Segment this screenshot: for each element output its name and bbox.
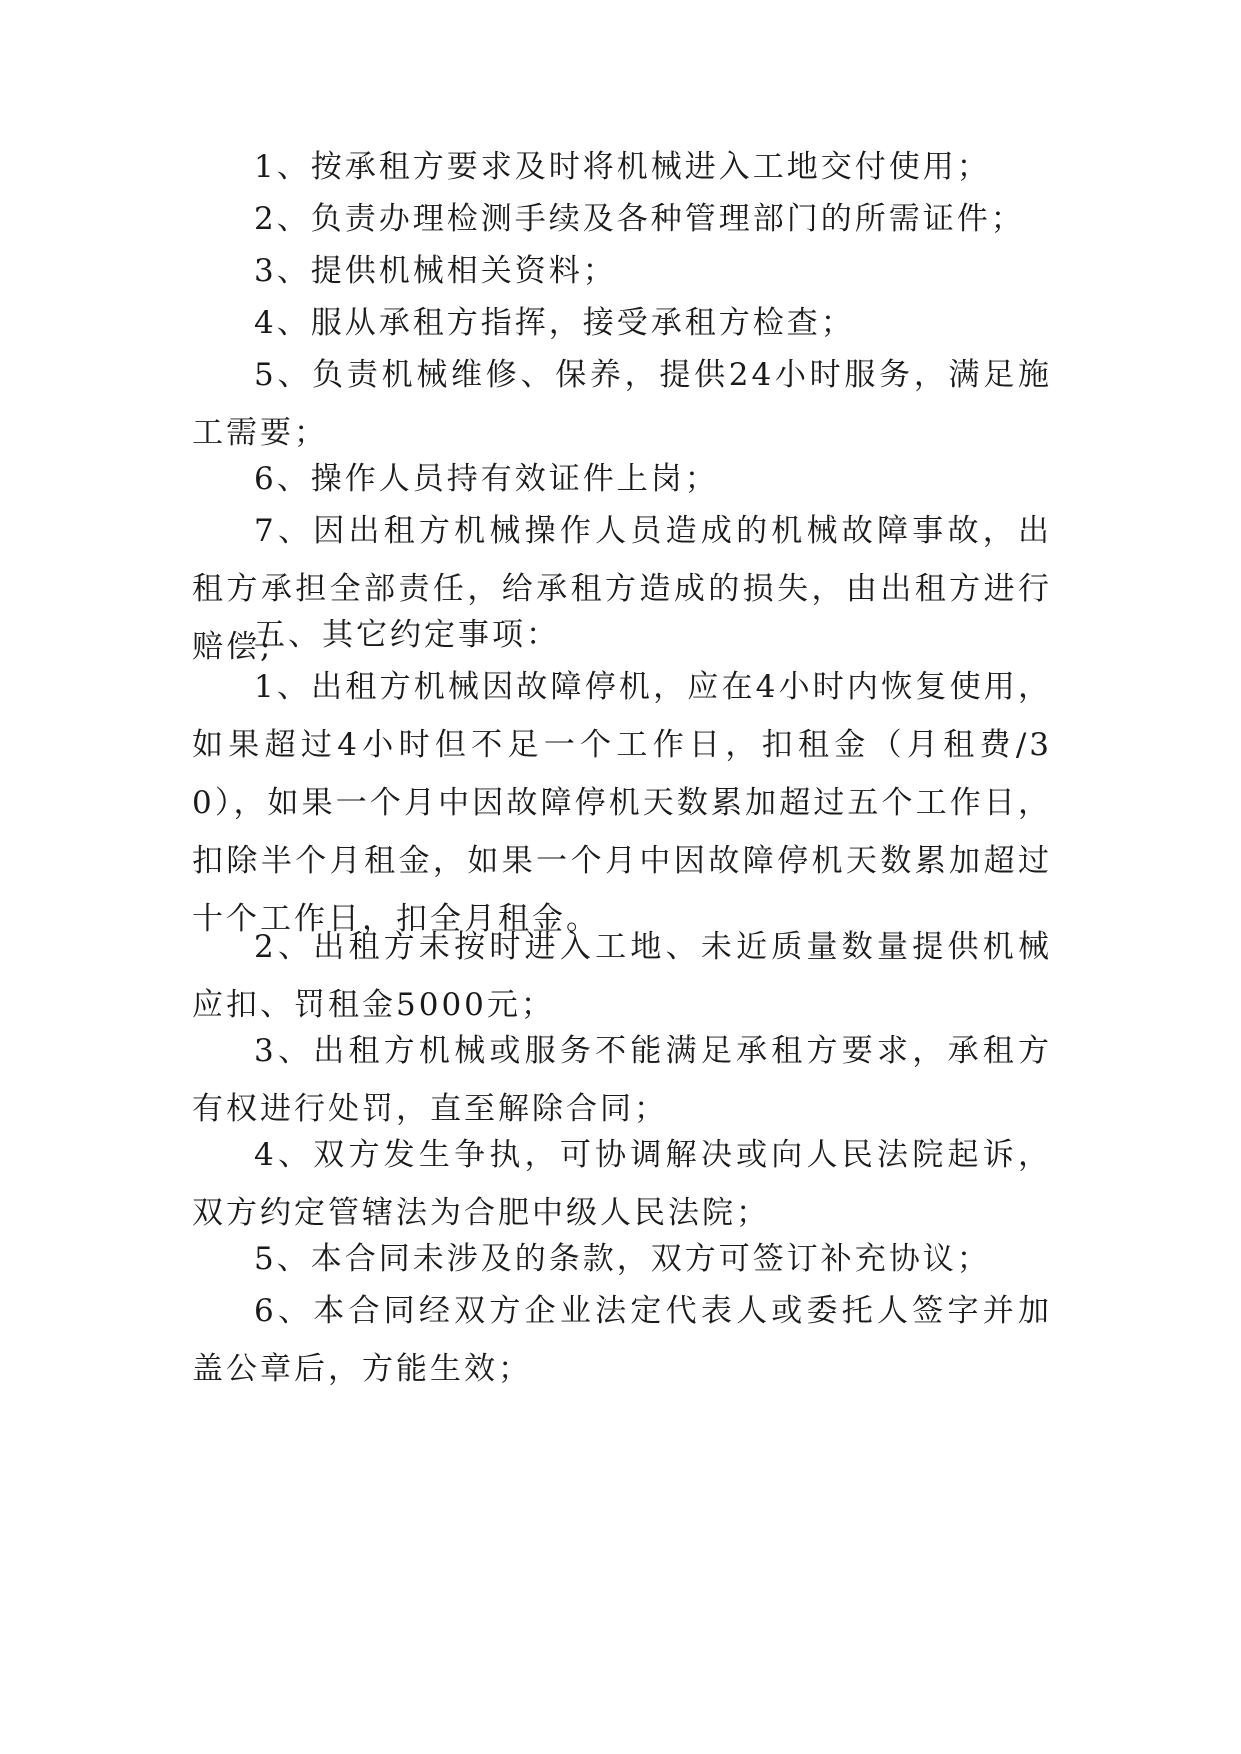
paragraph-obligation-2: 2、负责办理检测手续及各种管理部门的所需证件； bbox=[254, 201, 1025, 237]
paragraph-term-1: 1、出租方机械因故障停机，应在4小时内恢复使用，如果超过4小时但不足一个工作日，扣租金（月租费/30），如果一个月中因故障停机天数累加超过五个工作日，扣除半个月租金，如果一个月中因故障停机天数累加超过十个工作日，扣全月租金。 bbox=[192, 669, 1052, 937]
paragraph-term-3: 3、出租方机械或服务不能满足承租方要求，承租方有权进行处罚，直至解除合同； bbox=[192, 1033, 1052, 1127]
paragraph-term-4: 4、双方发生争执，可协调解决或向人民法院起诉，双方约定管辖法为合肥中级人民法院； bbox=[192, 1137, 1052, 1231]
paragraph-obligation-7: 7、因出租方机械操作人员造成的机械故障事故，出租方承担全部责任，给承租方造成的损失，由出租方进行赔偿; bbox=[192, 513, 1052, 665]
paragraph-obligation-6: 6、操作人员持有效证件上岗； bbox=[254, 461, 719, 497]
section-heading-other-terms: 五、其它约定事项： bbox=[254, 617, 560, 653]
paragraph-term-6: 6、本合同经双方企业法定代表人或委托人签字并加盖公章后，方能生效； bbox=[192, 1293, 1052, 1387]
paragraph-obligation-4: 4、服从承租方指挥，接受承租方检查； bbox=[254, 305, 855, 341]
paragraph-term-2: 2、出租方未按时进入工地、未近质量数量提供机械应扣、罚租金5000元； bbox=[192, 929, 1052, 1023]
paragraph-obligation-3: 3、提供机械相关资料； bbox=[254, 253, 617, 289]
paragraph-obligation-1: 1、按承租方要求及时将机械进入工地交付使用； bbox=[254, 149, 991, 185]
paragraph-obligation-5: 5、负责机械维修、保养，提供24小时服务，满足施工需要； bbox=[192, 357, 1052, 451]
paragraph-term-5: 5、本合同未涉及的条款，双方可签订补充协议； bbox=[254, 1241, 991, 1277]
